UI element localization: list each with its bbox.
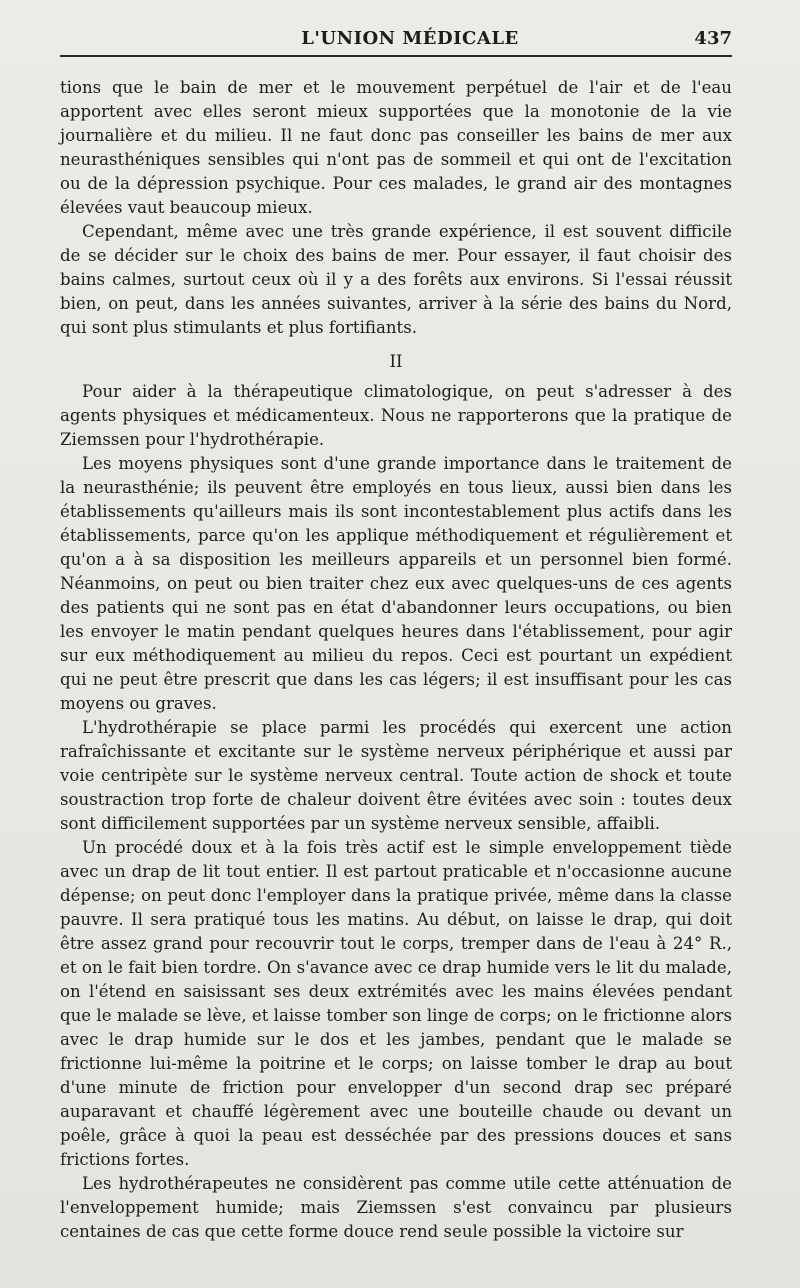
- paragraph: Les moyens physiques sont d'une grande importance dans le traitement de la neurasthénie; ils peuvent être employés en tous lieux, aussi bien dans les établissements qu'ailleurs mais ils sont incontestablement plus actifs dans les établissements, parce qu'on les applique méthodiquement et régulièrement et qu'on a à sa disposition les meilleurs appareils et un personnel bien formé. Néanmoins, on peut ou bien traiter chez eux avec quelques-uns de ces agents des patients qui ne sont pas en état d'abandonner leurs occupations, ou bien les envoyer le matin pendant quelques heures dans l'établissement, pour agir sur eux méthodiquement au milieu du repos. Ceci est pourtant un expédient qui ne peut être prescrit que dans les cas légers; il est insuffisant pour les cas moyens ou graves.: [60, 454, 732, 713]
- paragraph: Cependant, même avec une très grande expérience, il est souvent difficile de se décider sur le choix des bains de mer. Pour essayer, il faut choisir des bains calmes, surtout ceux où il y a des forêts aux environs. Si l'essai réussit bien, on peut, dans les années suivantes, arriver à la série des bains du Nord, qui sont plus stimulants et plus fortifiants.: [60, 222, 732, 337]
- paragraph: L'hydrothérapie se place parmi les procédés qui exercent une action rafraîchissante et excitante sur le système nerveux périphérique et aussi par voie centripète sur le système nerveux central. Toute action de shock et toute soustraction trop forte de chaleur doivent être évitées avec soin : toutes deux sont difficilement supportées par un système nerveux sensible, affaibli.: [60, 718, 732, 833]
- journal-title: L'UNION MÉDICALE: [301, 28, 519, 49]
- header-rule: [60, 55, 732, 57]
- running-header: [60, 28, 732, 64]
- paragraph: Les hydrothérapeutes ne considèrent pas comme utile cette atténuation de l'enveloppement humide; mais Ziemssen s'est convaincu par plusieurs centaines de cas que cette forme douce rend seule possible la victoire sur: [60, 1174, 732, 1241]
- paragraph: Un procédé doux et à la fois très actif est le simple enveloppement tiède avec un drap de lit tout entier. Il est partout praticable et n'occasionne aucune dépense; on peut donc l'employer dans la pratique privée, même dans la classe pauvre. Il sera pratiqué tous les matins. Au début, on laisse le drap, qui doit être assez grand pour recouvrir tout le corps, tremper dans de l'eau à 24° R., et on le fait bien tordre. On s'avance avec ce drap humide vers le lit du malade, on l'étend en saisissant ses deux extrémités avec les mains élevées pendant que le malade se lève, et laisse tomber son linge de corps; on le frictionne alors avec le drap humide sur le dos et les jambes, pendant que le malade se frictionne lui-même la poitrine et le corps; on laisse tomber le drap au bout d'une minute de friction pour envelopper d'un second drap sec préparé auparavant et chauffé légèrement avec une bouteille chaude ou devant un poêle, grâce à quoi la peau est desséchée par des pressions douces et sans frictions fortes.: [60, 838, 732, 1169]
- paragraph-continued: tions que le bain de mer et le mouvement perpétuel de l'air et de l'eau apportent avec elles seront mieux supportées que la monotonie de la vie journalière et du milieu. Il ne faut donc pas conseiller les bains de mer aux neurasthéniques sensibles qui n'ont pas de sommeil et qui ont de l'excitation ou de la dépression psychique. Pour ces malades, le grand air des montagnes élevées vaut beaucoup mieux.: [60, 78, 732, 217]
- section-number: II: [389, 352, 403, 371]
- paragraph: Pour aider à la thérapeutique climatologique, on peut s'adresser à des agents physiques et médicamenteux. Nous ne rapporterons que la pratique de Ziemssen pour l'hydrothérapie.: [60, 382, 732, 449]
- page-number: 437: [694, 28, 732, 49]
- body-text: [60, 76, 732, 1244]
